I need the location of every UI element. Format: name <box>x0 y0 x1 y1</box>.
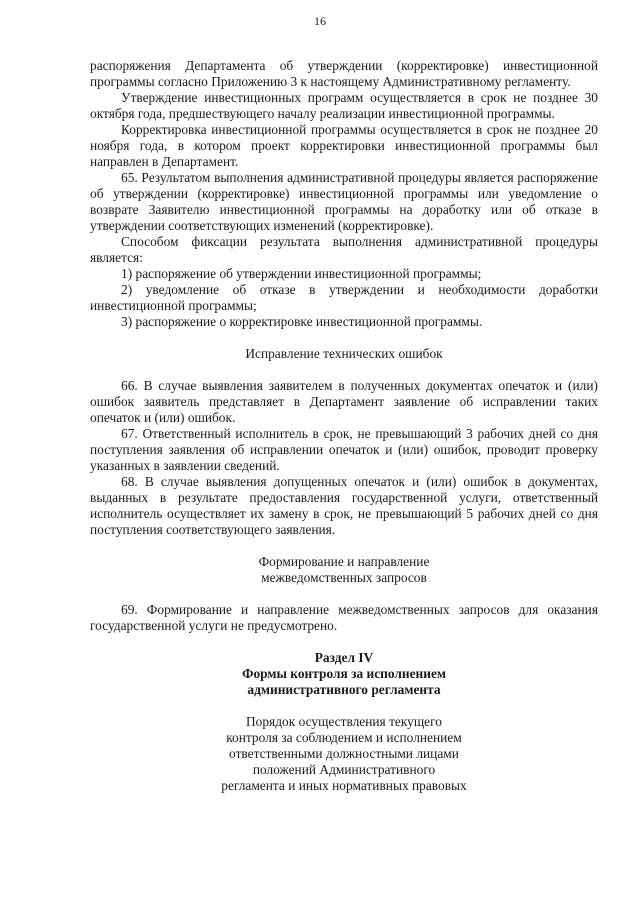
paragraph-66: 66. В случае выявления заявителем в полученных документах опечаток и (или) ошибок заявитель представляет в Департамент заявление об исправлении таких опечаток и (или) ошибок. <box>90 378 598 425</box>
paragraph-68: 68. В случае выявления допущенных опечаток и (или) ошибок в документах, выданных в результате предоставления государственной услуги, ответственный исполнитель осуществляет их замену в срок, не превышающий 5 рабочих дней со дня поступления соответствующего заявления. <box>90 474 598 537</box>
page-number: 16 <box>314 14 326 28</box>
heading-interagency-line1: Формирование и направление <box>258 554 430 569</box>
paragraph-approval-deadline: Утверждение инвестиционных программ осуществляется в срок не позднее 30 октября года, предшествующего началу реализации инвестиционной программы. <box>90 90 598 121</box>
list-item: 2) уведомление об отказе в утверждении и необходимости доработки инвестиционной программы; <box>90 282 598 313</box>
paragraph-67: 67. Ответственный исполнитель в срок, не превышающий 3 рабочих дней со дня поступления заявления об исправлении опечаток и (или) ошибок, проводит проверку указанных в заявлении сведений. <box>90 426 598 473</box>
subheading-control-line: регламента и иных нормативных правовых <box>221 778 467 793</box>
document-body <box>90 58 598 794</box>
section-subtitle-line2: административного регламента <box>247 682 441 697</box>
paragraph-65: 65. Результатом выполнения административной процедуры является распоряжение об утверждении (корректировке) инвестиционной программы или уведомление о возврате Заявителю инвестиционной программы на доработку или об отказе в утверждении соответствующих изменений (корректировке). <box>90 170 598 233</box>
section-title: Раздел IV <box>314 650 374 665</box>
paragraph-69: 69. Формирование и направление межведомственных запросов для оказания государственной услуги не предусмотрено. <box>90 602 598 633</box>
paragraph-correction-deadline: Корректировка инвестиционной программы осуществляется в срок не позднее 20 ноября года, в котором проект корректировки инвестиционной программы был направлен в Департамент. <box>90 122 598 169</box>
list-item: 3) распоряжение о корректировке инвестиционной программы. <box>121 314 483 329</box>
subheading-control-line: Порядок осуществления текущего <box>246 714 442 729</box>
heading-interagency-line2: межведомственных запросов <box>261 570 427 585</box>
paragraph-fixation-method: Способом фиксации результата выполнения административной процедуры является: <box>90 234 598 265</box>
section-subtitle-line1: Формы контроля за исполнением <box>241 666 447 681</box>
paragraph-continuation: распоряжения Департамента об утверждении (корректировке) инвестиционной программы согласно Приложению 3 к настоящему Административному регламенту. <box>90 58 598 89</box>
subheading-control-line: ответственными должностными лицами <box>229 746 459 761</box>
heading-technical-errors: Исправление технических ошибок <box>245 346 443 361</box>
subheading-control-line: контроля за соблюдением и исполнением <box>226 730 462 745</box>
subheading-control-line: положений Административного <box>252 762 436 777</box>
list-item: 1) распоряжение об утверждении инвестиционной программы; <box>121 266 482 281</box>
